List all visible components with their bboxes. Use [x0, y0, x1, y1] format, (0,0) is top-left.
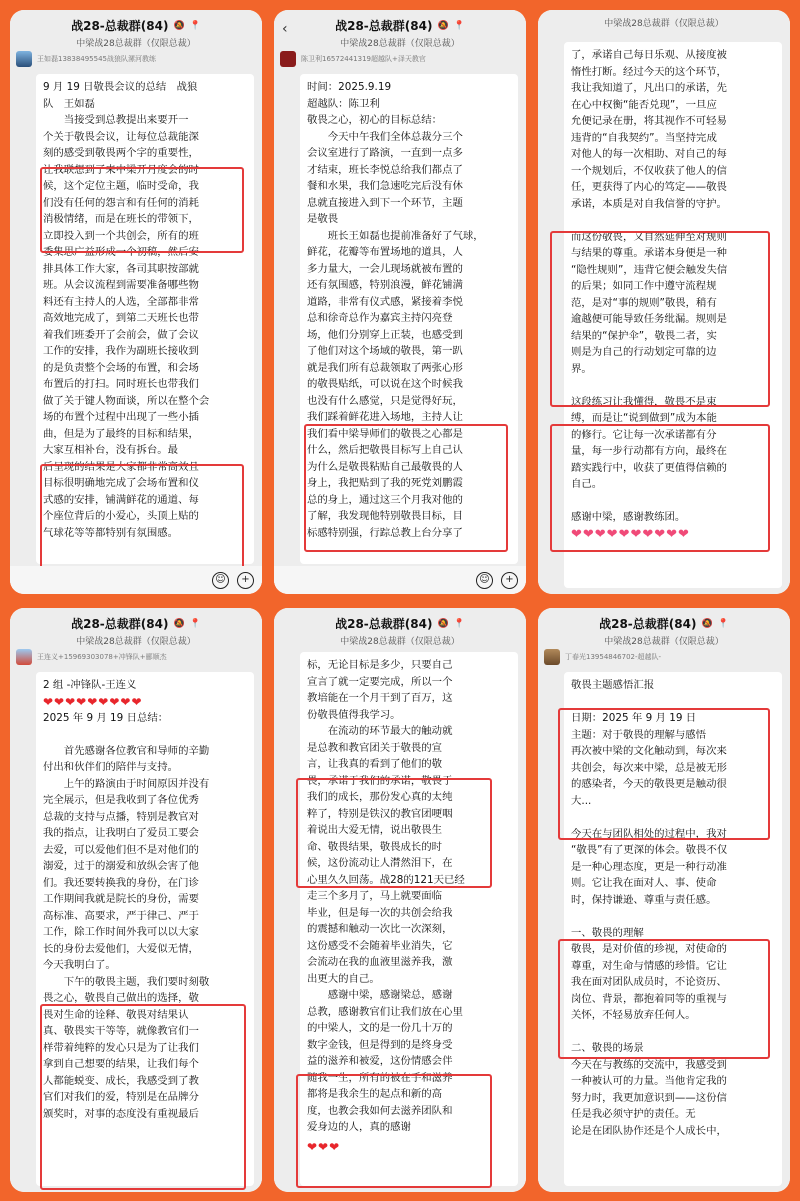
message-line: 敬畏之心，初心的目标总结：: [307, 114, 443, 126]
group-subtitle: 中梁战28总裁群（仅限总裁）: [76, 39, 196, 49]
message-line: 2025 年 9 月 19 日总结：: [43, 711, 169, 724]
message-line: 工作的安排，我作为副班长接收到: [43, 345, 199, 357]
message-line: 真、敬畏实干等等，就像教官们一: [43, 1025, 199, 1037]
chat-header: [10, 608, 262, 648]
message-bubble[interactable]: [36, 74, 254, 564]
group-subtitle: 中梁战28总裁群（仅限总裁）: [604, 637, 724, 647]
message-line: 们没有任何的怨言和有任何的消耗: [43, 196, 199, 209]
sender-row: [10, 648, 262, 666]
message-bubble[interactable]: [564, 42, 782, 588]
message-line: 是敬畏: [307, 213, 339, 225]
message-line: 总的身上，通过这三个月我对他的: [307, 493, 463, 506]
message-line: 数字金钱，但是得到的是终身受: [307, 1038, 453, 1051]
message-line: 度，也教会我如何去滋养团队和: [307, 1104, 453, 1117]
chat-toolbar: [274, 566, 526, 594]
message-line: 我们的成长，那份发心真的太纯: [307, 791, 453, 803]
add-icon[interactable]: +: [501, 572, 518, 589]
chat-body[interactable]: [538, 38, 790, 594]
message-line: 总教，感谢教官们让我们放在心里: [307, 1005, 463, 1018]
message-line: 时，保持谦逊、尊重与责任感。: [571, 893, 717, 906]
group-subtitle: 中梁战28总裁群（仅限总裁）: [340, 637, 460, 647]
hearts-emoji-row: ❤❤❤❤❤❤❤❤❤❤: [571, 526, 690, 542]
message-line: 都将是我余生的起点和新的高: [307, 1088, 443, 1100]
group-title[interactable]: [335, 17, 465, 34]
avatar[interactable]: [16, 649, 32, 665]
message-line: 身上，我把贴到了我的死党刘鹏霞: [307, 477, 463, 489]
mute-icon: 🔕: [173, 618, 185, 629]
message-line: 任，更获得了内心的笃定——敬畏: [571, 181, 727, 193]
hearts-emoji-row: ❤❤❤❤❤❤❤❤❤: [43, 694, 143, 709]
chat-body[interactable]: [538, 648, 790, 1192]
message-line: 完全展示，但是我收到了各位优秀: [43, 794, 199, 806]
message-line: “隐性规则”，违背它便会触发失信: [571, 263, 728, 276]
message-line: [571, 694, 775, 711]
message-line: 共创会，每次来中梁，总是被无形: [571, 761, 727, 774]
message-line: 刻的感受到敬畏两个字的重要性，: [43, 147, 199, 159]
message-line: 是总教和教官团关于敬畏的宣: [307, 741, 443, 754]
group-title-text: 战28-总裁群(84): [71, 617, 169, 631]
group-subtitle: 中梁战28总裁群（仅限总裁）: [340, 39, 460, 49]
avatar[interactable]: [16, 51, 32, 67]
message-line: 候，这份流动让人潸然泪下，在: [307, 857, 453, 869]
message-line: 样带着纯粹的发心只是为了让我们: [43, 1041, 199, 1054]
message-line: 尊重，对生命与情感的珍惜。它让: [571, 959, 727, 972]
message-line: 首先感谢各位教官和导师的辛勤: [43, 744, 210, 757]
message-line: 畏之心，敬畏自己做出的选择，敬: [43, 992, 199, 1004]
group-title-text: 战28-总裁群(84): [335, 19, 433, 33]
group-title-text: 战28-总裁群(84): [71, 19, 169, 33]
message-line: 委集思广益形成一个初稿，然后安: [43, 246, 199, 258]
message-line: 会流动在我的血液里滋养我，激: [307, 956, 453, 968]
message-line: 这份感受不会随着毕业消失，它: [307, 939, 453, 952]
message-line: 关怀，不轻易放弃任何人。: [571, 1009, 696, 1021]
chat-body[interactable]: [10, 648, 262, 1192]
message-line: 自己。: [571, 478, 603, 490]
message-line: 我们踩着鲜花进入场地，主持人让: [307, 411, 463, 423]
emoji-icon[interactable]: ☺: [476, 572, 493, 589]
message-line: 二、敬畏的场景: [571, 1042, 644, 1054]
group-title-text: 战28-总裁群(84): [335, 617, 433, 631]
chat-header: [10, 10, 262, 50]
message-line: 的是负责整个会场的布置，和会场: [43, 361, 199, 374]
group-title-text: 战28-总裁群(84): [599, 617, 697, 631]
message-line: 努力时，我更加意识到——这份信: [571, 1091, 727, 1104]
group-subtitle: 中梁战28总裁群（仅限总裁）: [76, 637, 196, 647]
message-line: 着我们班委开了会前会，做了会议: [43, 328, 199, 341]
chat-header: [538, 10, 790, 38]
message-line: [43, 726, 247, 743]
message-line: 是一种心理态度，更是一种行动准: [571, 860, 727, 873]
message-line: 为什么是敬畏粘贴自己最敬畏的人: [307, 460, 463, 473]
group-title[interactable]: [71, 615, 201, 632]
message-head-lines: [43, 677, 247, 694]
message-line: 爱身边的人，真的感谢: [307, 1121, 411, 1133]
message-lines: [307, 79, 511, 541]
message-line: 2 组 -冲锋队-王连义: [43, 679, 137, 691]
message-line: 目标很明确地完成了会场布置和仪: [43, 477, 199, 489]
message-line: 大...: [571, 794, 592, 807]
message-line: 我让我知道了，凡出口的承诺，先: [571, 82, 727, 94]
message-line: 毕业，但是每一次的共创会给我: [307, 906, 453, 919]
message-line: 总裁的支持与点播，特别是教官对: [43, 810, 199, 823]
message-lines: [307, 657, 511, 1136]
pin-icon: 📍: [453, 20, 465, 31]
message-line: 违背的“自我契约”。当坚持完成: [571, 131, 717, 144]
message-bubble[interactable]: [300, 74, 518, 564]
message-line: 出更大的自己。: [307, 972, 380, 985]
message-line: 颁奖时，对事的态度没有重视最后: [43, 1107, 199, 1120]
message-line: 的后果；如同工作中遵守流程规: [571, 280, 717, 292]
message-line: 一种被认可的力量。当他肯定我的: [571, 1075, 727, 1087]
chat-header: [538, 608, 790, 648]
message-line: 逾越便可能导致任务纰漏。规则是: [571, 313, 727, 325]
screenshot-panel-2: [274, 10, 526, 594]
message-line: 总和徐奇总作为嘉宾主持闪亮登: [307, 312, 453, 324]
sender-name: 丁春光13954846702-超越队-: [565, 653, 662, 661]
message-line: 场，他们分别穿上正装，也感受到: [307, 328, 463, 341]
message-line: 才结束，班长李悦总给我们都点了: [307, 163, 463, 176]
screenshot-panel-5: [274, 608, 526, 1192]
message-line: 言，让我真的看到了他们的敬: [307, 758, 443, 770]
message-line: 料还有主持人的人选，全部都非常: [43, 295, 199, 308]
message-line: 曲，但是为了最终的目标和结果，: [43, 427, 199, 440]
message-lines: [571, 47, 775, 526]
message-line: 后呈现的结果是大家都非常高效且: [43, 460, 199, 473]
group-title[interactable]: [335, 615, 465, 632]
message-line: 畏，承诺于我们的承诺，敬畏于: [307, 774, 453, 787]
message-line: 工作，除工作时间外我可以以大家: [43, 926, 199, 938]
message-line: 感谢中梁，感谢教练团。: [571, 511, 686, 523]
avatar[interactable]: [280, 51, 296, 67]
pin-icon: 📍: [189, 20, 201, 31]
message-line: 惰性打断。经过今天的这个环节，: [571, 65, 727, 78]
message-line: 班。从会议流程到需要准备哪些物: [43, 279, 199, 291]
pin-icon: 📍: [453, 618, 465, 629]
chat-toolbar: [10, 566, 262, 594]
message-line: 立即投入到一个共创会，所有的班: [43, 229, 199, 242]
screenshot-panel-3: [538, 10, 790, 594]
message-line: 我们看中梁导师们的敬畏之心都是: [307, 427, 463, 440]
message-line: 上午的路演由于时间原因并没有: [43, 777, 210, 790]
group-subtitle: 中梁战28总裁群（仅限总裁）: [604, 19, 724, 29]
message-line: 当接受到总教提出来要开一: [43, 114, 189, 126]
sender-row: [538, 648, 790, 666]
message-line: 了解，我发现他特别敬畏目标，目: [307, 510, 463, 522]
message-line: 标，无论目标是多少，只要自己: [307, 659, 453, 671]
message-line: 益的滋养和被爱，这份情感会伴: [307, 1055, 453, 1067]
message-line: [571, 212, 775, 229]
message-line: 踏实践行中，收获了更值得信赖的: [571, 461, 727, 474]
message-line: 布置后的打扫。同时班长也带我们: [43, 378, 199, 390]
avatar[interactable]: [544, 649, 560, 665]
message-line: 的中梁人，文的是一份几十万的: [307, 1022, 453, 1034]
message-line: 随我一生，所有的被在手和滋养: [307, 1071, 453, 1084]
message-line: 份敬畏值得我学习。: [307, 708, 401, 721]
message-line: [571, 908, 775, 925]
pin-icon: 📍: [189, 618, 201, 629]
message-line: 式感的安排，铺满鲜花的通道、每: [43, 493, 199, 506]
sender-name: 陈卫利16572441319超越队+泽天教官: [301, 55, 426, 63]
message-line: 在流动的环节最大的触动就: [307, 725, 453, 737]
message-line: 着说出大爱无情，说出敬畏生: [307, 824, 443, 836]
message-line: 敬畏主题感悟汇报: [571, 679, 655, 691]
message-line: 餐和水果，我们急速吃完后没有休: [307, 180, 463, 192]
message-line: 任是我必须守护的责任。无: [571, 1108, 696, 1120]
message-line: 排具体工作大家，各司其职按部就: [43, 262, 199, 275]
message-line: 下午的敬畏主题，我们要时刻敬: [43, 975, 210, 988]
message-line: 敬畏，是对价值的珍视，对使命的: [571, 943, 727, 955]
message-line: 这段练习让我懂得，敬畏不是束: [571, 395, 717, 408]
message-line: [571, 493, 775, 510]
message-line: 今天中午我们全体总裁分三个: [307, 130, 463, 143]
message-line: 承诺，本质是对自我信誉的守护。: [571, 197, 727, 210]
message-line: 溺爱，过于的溺爱和放纵会害了他: [43, 860, 199, 872]
message-line: 界。: [571, 362, 592, 375]
message-line: 允便记录在册，将其视作不可轻易: [571, 115, 727, 127]
chat-body[interactable]: [10, 50, 262, 594]
message-line: [571, 809, 775, 826]
message-line: 鲜花，花瓣等布置场地的道具，人: [307, 246, 463, 258]
message-line: 我的指点，让我明白了爱员工要会: [43, 827, 199, 839]
sender-name: 王如磊13838495545战狼队漯河教练: [37, 55, 156, 63]
message-line: 息就直接进入到下一个环节，主题: [307, 196, 463, 209]
message-line: 气球花等等都特别有氛围感。: [43, 526, 179, 539]
emoji-icon[interactable]: ☺: [212, 572, 229, 589]
message-line: 畏对生命的诠释、敬畏对结果认: [43, 1008, 189, 1021]
message-line: 结果的“保护伞”，敬畏二者，实: [571, 329, 717, 342]
message-line: 而这份敬畏，又自然延伸至对规则: [571, 230, 727, 243]
sender-name: 王连义+15969303078+冲锋队+郦顺杰: [37, 653, 167, 661]
message-line: 班长王如磊也提前准备好了气球，: [307, 229, 484, 242]
message-line: 也没有什么感觉，只是觉得好玩，: [307, 394, 463, 407]
pin-icon: 📍: [717, 618, 729, 629]
message-line: 一个规划后，不仅收获了他人的信: [571, 164, 727, 177]
message-line: 大家互相补台，没有拆台。最: [43, 444, 179, 456]
message-line: 对他人的每一次相助、对自己的每: [571, 148, 727, 160]
message-line: 做了关于键人物面谈，所以在整个会: [43, 394, 210, 407]
sender-row: [10, 50, 262, 68]
message-line: 道路，非常有仪式感，紧接着李悦: [307, 295, 463, 308]
message-line: 今天我明白了。: [43, 959, 116, 971]
mute-icon: 🔕: [701, 618, 713, 629]
message-line: 时间：2025.9.19: [307, 81, 392, 93]
message-bubble[interactable]: [300, 652, 518, 1186]
screenshot-panel-4: [10, 608, 262, 1192]
message-line: 了他们对这个场域的敬畏，第一趴: [307, 345, 463, 357]
message-line: 标感特别强，行踪总教上台分享了: [307, 526, 463, 539]
chat-body[interactable]: [274, 648, 526, 1192]
message-line: 个座位背后的小爱心，头顶上贴的: [43, 510, 199, 522]
message-line: 官们对我们的爱，特别是在品牌分: [43, 1091, 199, 1103]
message-line: 则是为自己的行动划定可靠的边: [571, 346, 717, 358]
message-line: 场的布置个过程中出现了一些小插: [43, 411, 199, 423]
chat-body[interactable]: [274, 50, 526, 594]
message-line: 命、敬畏结果，敬畏成长的时: [307, 840, 443, 853]
message-line: 9 月 19 日敬畏会议的总结 战狼: [43, 81, 198, 93]
message-line: 的震撼和触动一次比一次深刻，: [307, 923, 453, 935]
group-title[interactable]: [71, 17, 201, 34]
message-lines: [43, 710, 247, 1123]
sender-row: [274, 50, 526, 68]
message-line: 我在面对团队成员时，不论资历、: [571, 976, 727, 988]
message-line: 的感染者，今天的敬畏更是触动很: [571, 778, 727, 790]
message-line: 量，每一步行动都有方向，最终在: [571, 445, 727, 457]
message-line: 粹了，特别是铁汉的教官团哽咽: [307, 807, 453, 820]
group-title[interactable]: [599, 615, 729, 632]
message-line: 什么，然后把敬畏目标写上自己认: [307, 444, 463, 456]
message-line: 的敬畏贴纸，可以说在这个时候我: [307, 378, 463, 390]
mute-icon: 🔕: [437, 618, 449, 629]
message-line: 付出和伙伴们的陪伴与支持。: [43, 761, 179, 773]
message-line: 去爱，可以爱他们但不是对他们的: [43, 843, 199, 856]
message-line: 超越队：陈卫利: [307, 97, 380, 110]
screenshot-panel-1: [10, 10, 262, 594]
message-line: 一、敬畏的理解: [571, 926, 644, 939]
message-line: 教培能在一个月干到了百万，这: [307, 692, 453, 704]
message-bubble[interactable]: [36, 672, 254, 1186]
message-line: 高标准、高要求，严于律己、严于: [43, 909, 199, 922]
hearts-emoji-row: ❤❤❤: [307, 1139, 341, 1154]
message-line: 日期：2025 年 9 月 19 日: [571, 712, 697, 724]
message-line: 走三个多月了，马上就要面临: [307, 890, 443, 902]
message-line: 工作期间我就是院长的身份，需要: [43, 893, 199, 905]
message-line: 感谢中梁，感谢梁总，感谢: [307, 989, 453, 1001]
message-line: 让我联想到了来中梁开月度会的时: [43, 163, 199, 176]
message-line: 会议室进行了路演，一直到一点多: [307, 147, 463, 159]
message-line: 则。它让我在面对人、事、使命: [571, 877, 717, 889]
message-line: 高效地完成了，到第二天班长也带: [43, 312, 199, 324]
message-line: 个关于敬畏会议，让每位总裁能深: [43, 130, 199, 143]
add-icon[interactable]: +: [237, 572, 254, 589]
message-line: 今天在与教练的交流中，我感受到: [571, 1058, 727, 1071]
mute-icon: 🔕: [173, 20, 185, 31]
message-line: 们。我还要转换我的身份，在门诊: [43, 876, 199, 889]
chat-header: [274, 10, 526, 50]
message-line: [571, 377, 775, 394]
message-line: 宣言了就一定要完成，所以一个: [307, 675, 453, 688]
message-line: 拿到自己想要的结果，让我们每个: [43, 1058, 199, 1070]
message-line: 论是在团队协作还是个人成长中，: [571, 1124, 727, 1137]
message-bubble[interactable]: [564, 672, 782, 1186]
message-line: 候，这个定位主题，临时受命，我: [43, 180, 199, 192]
message-line: 范，是对“事的规则”敬畏，稍有: [571, 296, 717, 309]
message-line: 队 王如磊: [43, 97, 95, 110]
message-line: 主题：对于敬畏的理解与感悟: [571, 728, 707, 741]
message-line: 长的身份去爱他们，大爱似无情，: [43, 942, 199, 955]
message-lines: [43, 79, 247, 541]
chat-header: [274, 608, 526, 648]
screenshot-panel-6: [538, 608, 790, 1192]
message-line: 还有氛围感，特别浪漫，鲜花铺满: [307, 279, 463, 291]
mute-icon: 🔕: [437, 20, 449, 31]
message-line: 就是我们所有总裁领取了两张心形: [307, 361, 463, 374]
message-line: 人都能蜕变、成长，我感受到了教: [43, 1074, 199, 1087]
message-lines: [571, 677, 775, 1139]
message-line: 缚，而是让“说到做到”成为本能: [571, 412, 717, 424]
message-line: 了，承诺自己每日乐观、从接度被: [571, 49, 727, 61]
message-line: 消极情绪，而是在班长的带领下，: [43, 213, 199, 225]
message-line: “敬畏”有了更深的体会。敬畏不仅: [571, 844, 728, 856]
message-line: [571, 1024, 775, 1041]
message-line: 岗位、背景，都抱着同等的重视与: [571, 992, 727, 1005]
message-line: 与结果的尊重。承诺本身便是一种: [571, 247, 727, 259]
message-line: 再次被中梁的文化触动到，每次来: [571, 745, 727, 757]
message-line: 多力量大，一会儿现场就被布置的: [307, 262, 463, 275]
message-line: 的修行。它让每一次承诺都有分: [571, 428, 717, 441]
message-line: 心里久久回荡。战28的121天已经: [307, 873, 465, 886]
back-arrow-icon[interactable]: ‹: [282, 21, 288, 37]
message-line: 今天在与团队相处的过程中，我对: [571, 827, 727, 840]
message-line: 在心中权衡“能否兑现”，一旦应: [571, 98, 717, 111]
